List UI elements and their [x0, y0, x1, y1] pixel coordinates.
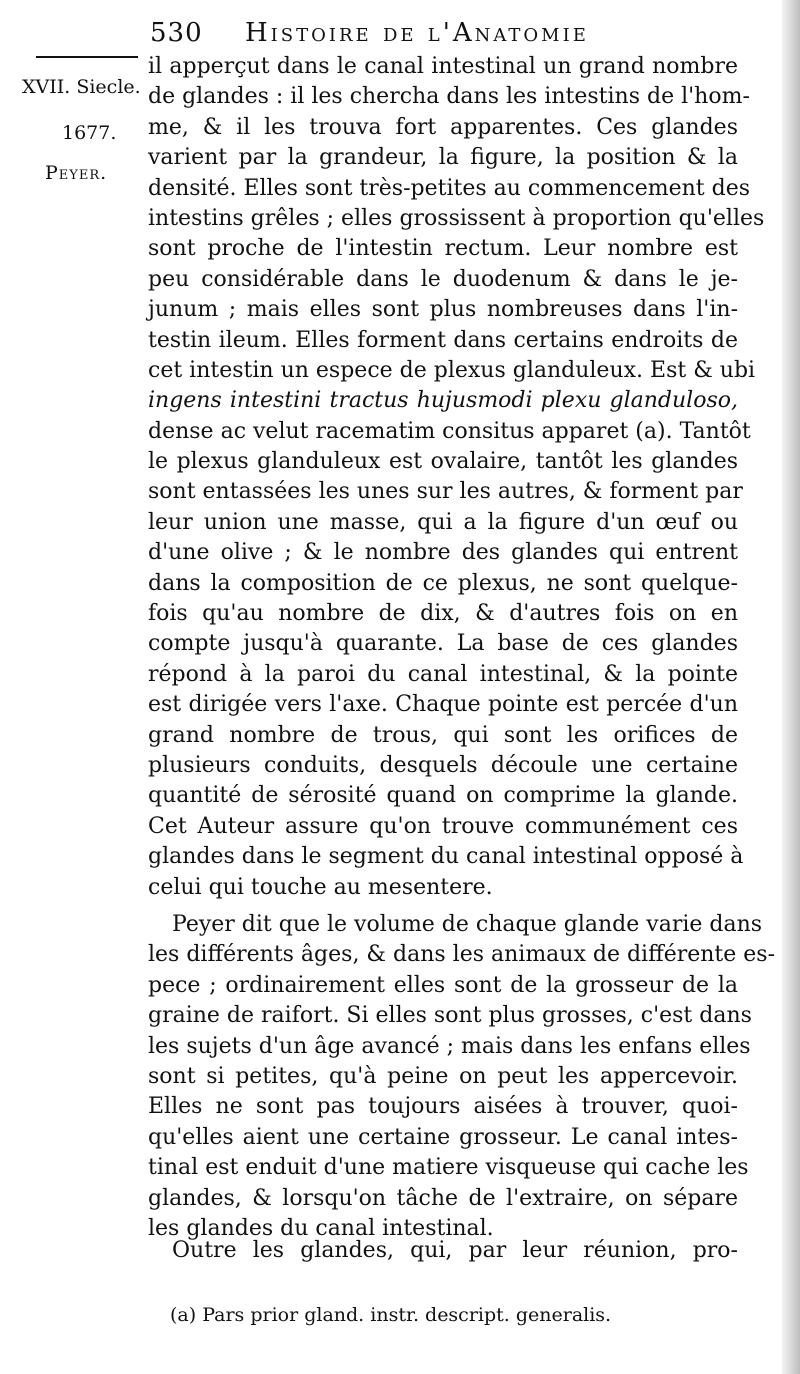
text-line: quantité de sérosité quand on comprime la glande. — [148, 783, 738, 809]
text-line: de glandes : il les chercha dans les intestins de l'hom- — [148, 84, 750, 110]
text-line: sont entassées les unes sur les autres, & forment par — [148, 479, 743, 505]
text-line: pece ; ordinairement elles sont de la grosseur de la — [148, 972, 738, 998]
text-line: Peyer dit que le volume de chaque glande varie dans — [172, 912, 763, 937]
text-line: junum ; mais elles sont plus nombreuses dans l'in- — [148, 297, 738, 323]
text-line: les différents âges, & dans les animaux de différente es- — [148, 942, 776, 968]
text-line: glandes, & lorsqu'on tâche de l'extraire, on sépare — [148, 1185, 738, 1211]
text-line: glandes dans le segment du canal intestinal opposé à — [148, 844, 744, 870]
latin-quote-line: ingens intestini tractus hujusmodi plexu glanduloso, — [148, 388, 738, 414]
body-paragraph-2 — [148, 910, 776, 1244]
margin-rule — [36, 56, 138, 58]
page-edge-shadow — [782, 0, 800, 1374]
text-line: sont si petites, qu'à peine on peut les appercevoir. — [148, 1063, 738, 1089]
text-line: tinal est enduit d'une matiere visqueuse qui cache les — [148, 1155, 749, 1181]
text-line: Elles ne sont pas toujours aisées à trouver, quoi- — [148, 1094, 738, 1120]
text-line: les sujets d'un âge avancé ; mais dans les enfans elles — [148, 1033, 751, 1059]
running-head: Histoire de l'Anatomie — [245, 18, 589, 48]
body-paragraph-3 — [148, 1236, 738, 1266]
text-line: leur union une masse, qui a la figure d'un œuf ou — [148, 509, 738, 535]
text-line: d'une olive ; & le nombre des glandes qui entrent — [148, 540, 738, 566]
text-line: répond à la paroi du canal intestinal, & la pointe — [148, 661, 738, 687]
text-line: le plexus glanduleux est ovalaire, tantôt les glandes — [148, 449, 738, 475]
text-line: sont proche de l'intestin rectum. Leur nombre est — [148, 236, 738, 262]
body-paragraph-1 — [148, 52, 765, 903]
footnote: (a) Pars prior gland. instr. descript. generalis. — [170, 1304, 612, 1326]
text-line: intestins grêles ; elles grossissent à proportion qu'elles — [148, 205, 765, 231]
text-line: fois qu'au nombre de dix, & d'autres fois on en — [148, 601, 738, 627]
text-line: graine de raifort. Si elles sont plus grosses, c'est dans — [148, 1003, 752, 1029]
text-line: les glandes du canal intestinal. — [148, 1215, 494, 1241]
text-line: Outre les glandes, qui, par leur réunion, pro- — [172, 1238, 738, 1263]
text-line: dense ac velut racematim consitus apparet (a). Tantôt — [148, 418, 751, 444]
text-line: testin ileum. Elles forment dans certains endroits de — [148, 327, 738, 353]
text-line: il apperçut dans le canal intestinal un grand nombre — [148, 54, 738, 79]
text-line: qu'elles aient une certaine grosseur. Le canal intes- — [148, 1124, 738, 1150]
text-line: celui qui touche au mesentere. — [148, 874, 493, 900]
page-number: 530 — [150, 18, 203, 48]
text-line: est dirigée vers l'axe. Chaque pointe est percée d'un — [148, 692, 738, 718]
text-line: grand nombre de trous, qui sont les orifices de — [148, 722, 738, 748]
text-line: varient par la grandeur, la figure, la position & la — [148, 145, 738, 171]
text-line: me, & il les trouva fort apparentes. Ces glandes — [148, 114, 738, 140]
text-line: cet intestin un espece de plexus glanduleux. Est & ubi — [148, 357, 756, 383]
text-line: plusieurs conduits, desquels découle une certaine — [148, 752, 738, 778]
margin-author-note: Peyer. — [45, 162, 108, 184]
text-line: dans la composition de ce plexus, ne sont quelque- — [148, 570, 738, 596]
text-line: Cet Auteur assure qu'on trouve communément ces — [148, 813, 738, 839]
margin-year-note: 1677. — [62, 122, 117, 144]
text-line: compte jusqu'à quarante. La base de ces glandes — [148, 631, 738, 657]
text-line: densité. Elles sont très-petites au commencement des — [148, 175, 751, 201]
text-line: peu considérable dans le duodenum & dans le je- — [148, 266, 738, 292]
margin-century-note: XVII. Siecle. — [22, 76, 141, 98]
